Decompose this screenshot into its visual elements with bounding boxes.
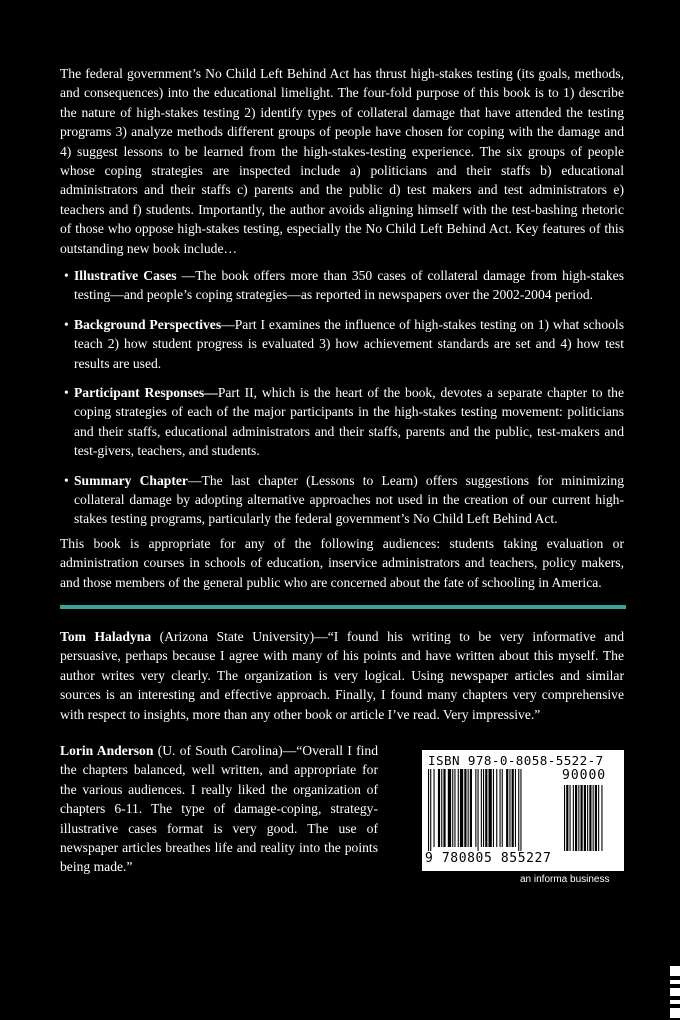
feature-text: —Part I examines the influence of high-stakes testing on 1) what schools teach 2) how student progress is evaluated 3) how achievement standards are set and 4) how test results are used. [74,316,624,371]
feature-title: Illustrative Cases [74,268,177,283]
list-item [60,266,624,305]
barcode-digits: 9 780805 855227 [425,851,552,866]
barcode-bar [520,769,521,851]
list-item [60,383,624,461]
barcode-bar [481,769,482,847]
list-item [60,471,624,529]
barcode-bar [509,769,510,847]
barcode-addon-bar [570,785,571,851]
barcode-bar [448,769,451,847]
feature-title: Background Perspectives [74,316,222,332]
barcode-addon-bar [587,785,588,851]
barcode-bar [475,769,476,847]
isbn-label: ISBN 978-0-8058-5522-7 [428,753,604,768]
reviewer-name: Tom Haladyna [60,629,152,644]
barcode-bar [493,769,494,847]
barcode-bar [515,769,516,847]
barcode-icon [422,750,624,871]
review-text: (Arizona State University)—“I found his writing to be very informative and persuasive, perhaps because I agree with many of his points and have written about this myself. The author writes very clearly. The organization is very logical. Using newspaper articles and similar sources is an interesting and effective approach. Finally, I found many chapters very comprehensive with respect to insights, more than any other book or article I’ve read. Very impressive.” [60,629,625,722]
barcode-bar [500,769,501,847]
barcode-bar [458,769,459,847]
section-divider [60,605,626,609]
feature-title: Participant Responses— [74,385,218,401]
feature-text: —The book offers more than 350 cases of collateral damage from high-stakes testing—and people’s coping strategies—as reported in newspapers over the 2002-2004 period. [74,268,624,303]
reviewer-name: Lorin Anderson [60,743,154,758]
barcode-bar [512,769,514,847]
review-anderson [60,741,378,877]
barcode-bar [428,769,429,851]
barcode-addon-bar [573,785,574,851]
barcode-bar [506,769,508,847]
barcode-bar [518,769,519,851]
barcode-addon-bar [566,785,568,851]
intro-paragraph: The federal government’s No Child Left Behind Act has thrust high-stakes testing (its goals, methods, and consequences) into the educational limelight. The four-fold purpose of this book is to 1) describe the nature of high-stakes testing 2) identify types of collateral damage that have attended the testing programs 3) analyze methods different groups of people have chosen for coping with the damage and 4) suggest lessons to be learned from the high-stakes-testing experience. The six groups of people whose coping strategies are inspected include a) politicians and their staffs b) educational administrators and their staffs c) parents and the public d) test makers and test administrators e) teachers and f) students. Importantly, the author avoids aligning himself with the test-bashing rhetoric of those who oppose high-stakes testing, especially the No Child Left Behind Act. Key features of this outstanding new book include… [60,66,624,256]
barcode-bar [496,769,497,847]
barcode-bar [464,769,466,847]
barcode-addon-bar [595,785,597,851]
barcode-bar [483,769,484,847]
barcode-bar [430,769,431,851]
feature-text: —The last chapter (Lessons to Learn) offers suggestions for minimizing collateral damage by adopting alternative approaches not used in the creation of our current high-stakes testing programs, particularly the federal government’s No Child Left Behind Act. [74,472,624,527]
feature-title: Summary Chapter [74,472,188,488]
barcode-bar [434,769,435,847]
audience-paragraph: This book is appropriate for any of the following audiences: students taking evaluation or administration courses in schools of education, inservice administrators and teachers, policy makers, and those members of the general public who are concerned about the fate of schooling in America. [60,536,624,590]
bullet: • [64,472,69,488]
bullet: • [64,316,69,332]
barcode-bar [478,769,479,851]
barcode-bar [485,769,487,847]
barcode-bar [452,769,453,847]
barcode-addon-bar [584,785,586,851]
barcode-addon-bar [601,785,602,851]
review-text: (U. of South Carolina)—“Overall I find the chapters balanced, well written, and appropriate for the various audiences. I really liked the organization of chapters 6-11. The type of damage-coping, strategy-illustrative cases format is very good. The use of newspaper articles breathes life and reality into the points being made.” [60,743,378,875]
barcode-bar [470,769,472,847]
barcode-addon-bar [578,785,579,851]
bullet: • [64,268,69,283]
barcode-addon-bar [581,785,583,851]
feature-list [60,266,624,539]
barcode-bar [454,769,455,847]
barcode-bar [443,769,445,847]
barcode-bar [460,769,463,847]
barcode-addon-bar [589,785,591,851]
barcode-bar [468,769,469,847]
barcode-bar [441,769,442,847]
publisher-logo [668,962,680,1020]
list-item [60,315,624,373]
barcode-bar [489,769,492,847]
publisher-tagline: an informa business [520,874,610,885]
barcode-addon: 90000 [562,768,607,783]
review-haladyna [60,627,624,724]
bullet: • [64,385,69,401]
feature-text: Part II, which is the heart of the book, devotes a separate chapter to the coping strategies of each of the major participants in the high-stakes testing movement: politicians and their staffs, educational administrators and their staffs, parents and the public, test-makers and test-givers, teachers, and students. [74,385,624,459]
barcode-addon-bar [564,785,565,851]
barcode-bar [438,769,440,847]
barcode-addon-bar [598,785,599,851]
barcode-addon-bar [593,785,594,851]
barcode-bar [502,769,503,847]
barcode-addon-bar [575,785,577,851]
